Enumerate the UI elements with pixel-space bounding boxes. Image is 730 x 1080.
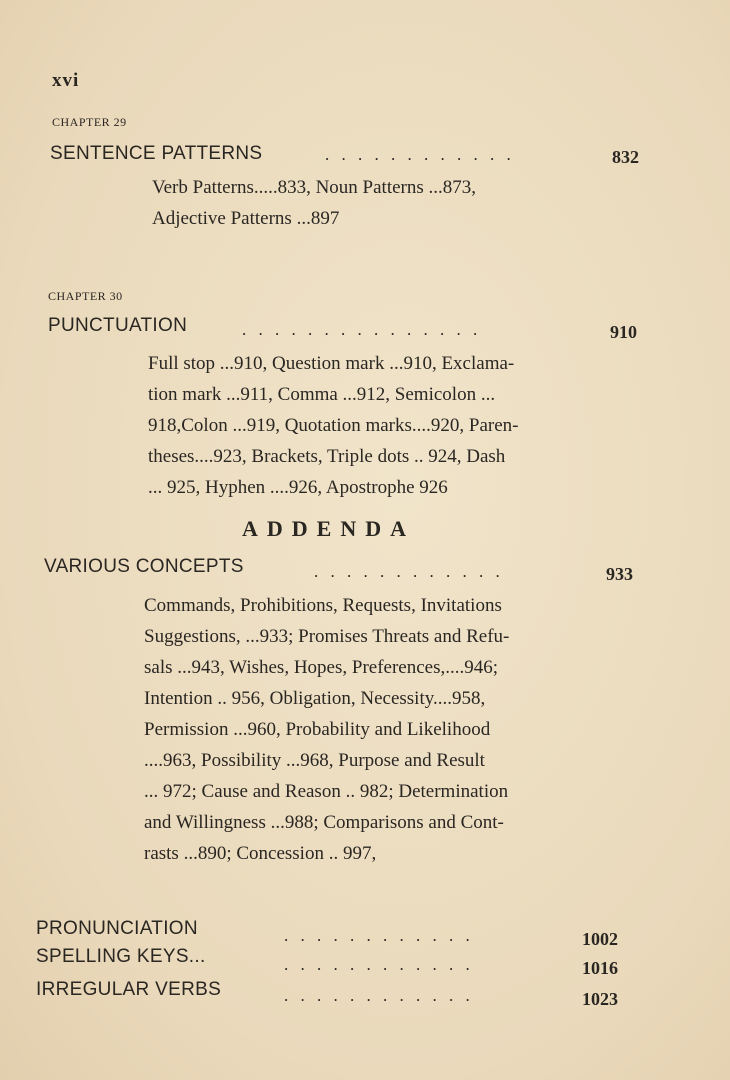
chapter-30-page: 910: [610, 322, 637, 342]
subtopic-line: 918,Colon ...919, Quotation marks....920, Paren-: [148, 415, 519, 436]
addenda-heading: ADDENDA: [242, 516, 415, 541]
addenda-leader-dots: . . . . . . . . . . . .: [314, 562, 504, 581]
addenda-page: 933: [606, 564, 633, 584]
chapter-30-title: PUNCTUATION: [48, 315, 188, 336]
addenda-subtopics: [144, 590, 509, 869]
pronunciation-page: 1002: [582, 929, 618, 949]
subtopic-line: Adjective Patterns ...897: [152, 208, 340, 229]
spelling-keys-title: SPELLING KEYS...: [36, 946, 206, 967]
subtopic-line: Commands, Prohibitions, Requests, Invitations: [144, 595, 502, 616]
pronunciation-title: PRONUNCIATION: [36, 918, 198, 939]
page-number: xvi: [52, 70, 80, 91]
irregular-verbs-page: 1023: [582, 989, 618, 1009]
subtopic-line: Intention .. 956, Obligation, Necessity....958,: [144, 688, 486, 709]
subtopic-line: Verb Patterns.....833, Noun Patterns ...873,: [152, 177, 477, 198]
subtopic-line: ....963, Possibility ...968, Purpose and Result: [144, 750, 485, 771]
subtopic-line: and Willingness ...988; Comparisons and Cont-: [144, 812, 504, 833]
subtopic-line: ... 925, Hyphen ....926, Apostrophe 926: [148, 477, 448, 498]
irregular-verbs-title: IRREGULAR VERBS: [36, 979, 222, 1000]
chapter-29-label: CHAPTER 29: [52, 115, 127, 129]
chapter-30-subtopics: [148, 348, 518, 503]
spelling-keys-leader-dots: . . . . . . . . . . . .: [284, 955, 474, 974]
subtopic-line: sals ...943, Wishes, Hopes, Preferences,....946;: [144, 657, 499, 678]
subtopic-line: theses....923, Brackets, Triple dots .. 924, Dash: [148, 446, 506, 467]
irregular-verbs-leader-dots: . . . . . . . . . . . .: [284, 986, 474, 1005]
subtopic-line: ... 972; Cause and Reason .. 982; Determination: [144, 781, 509, 802]
addenda-title: VARIOUS CONCEPTS: [44, 556, 244, 577]
subtopic-line: rasts ...890; Concession .. 997,: [144, 843, 377, 864]
chapter-29-title: SENTENCE PATTERNS: [50, 143, 263, 164]
subtopic-line: tion mark ...911, Comma ...912, Semicolon ...: [148, 384, 496, 405]
chapter-29-page: 832: [612, 147, 639, 167]
subtopic-line: Suggestions, ...933; Promises Threats and Refu-: [144, 626, 510, 647]
subtopic-line: Permission ...960, Probability and Likelihood: [144, 719, 491, 740]
pronunciation-leader-dots: . . . . . . . . . . . .: [284, 926, 474, 945]
chapter-30-label: CHAPTER 30: [48, 289, 123, 303]
chapter-30-leader-dots: . . . . . . . . . . . . . . .: [242, 320, 482, 339]
chapter-29-subtopics: [152, 172, 476, 234]
subtopic-line: Full stop ...910, Question mark ...910, Exclama-: [148, 353, 515, 374]
chapter-29-leader-dots: . . . . . . . . . . . .: [325, 145, 515, 164]
spelling-keys-page: 1016: [582, 958, 618, 978]
